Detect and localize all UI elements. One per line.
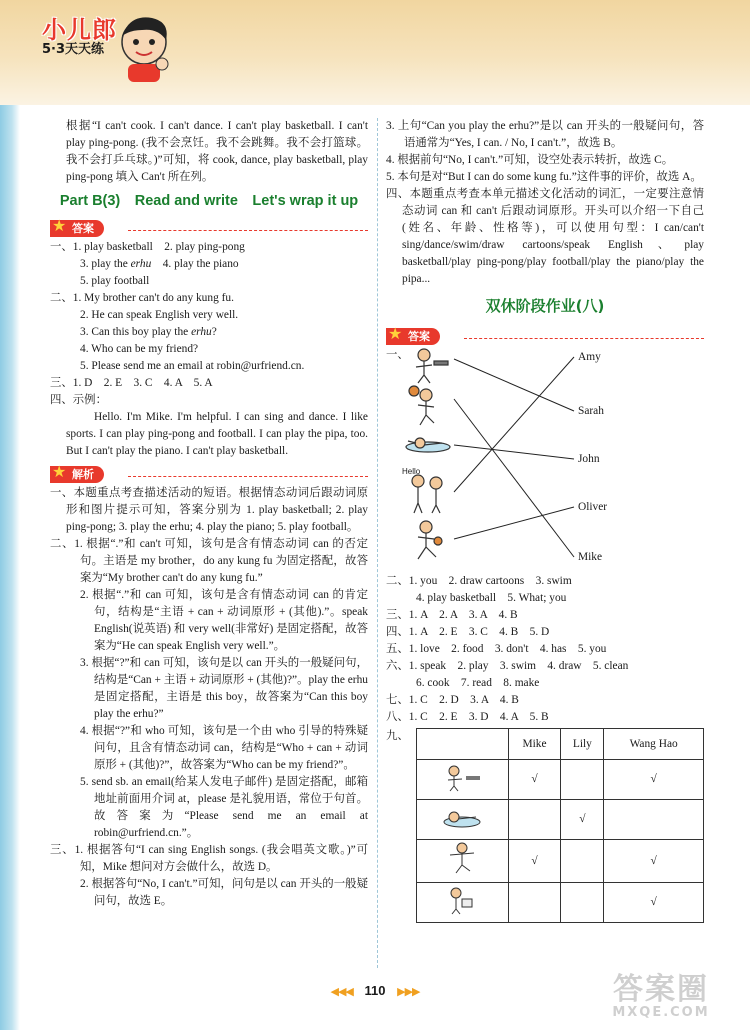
name-label: Amy (578, 351, 601, 363)
analysis-item: 4. 根据“?”和 who 可知，该句是一个由 who 引导的特殊疑问句，且含有情态动词 can，结构是“Who + can + 动词原形 + (其他)?”，故答案为“Who can be my friend?”。 (80, 725, 368, 771)
star-icon: ★ (388, 324, 403, 343)
answer-line: 4. play basketball 5. What; you (416, 592, 567, 604)
analysis-item: 三、1. 根据答句“I can sing English songs. (我会唱英文歌。)”可知，Mike 想问对方会做什么，故选 D。 (50, 844, 368, 873)
matching-figure (386, 347, 704, 573)
table-header: Mike (508, 729, 561, 760)
table-corner (417, 729, 509, 760)
column-divider (377, 118, 378, 968)
arrows-right-icon: ▶▶▶ (397, 986, 420, 998)
table-header: Wang Hao (604, 729, 704, 760)
girl-basketball-icon (409, 386, 434, 425)
table-row (417, 883, 704, 923)
answer-line: 八、1. C 2. E 3. D 4. A 5. B (386, 711, 549, 723)
activity-swim-icon (417, 800, 509, 840)
answer-line: 三、1. A 2. A 3. A 4. B (386, 609, 518, 621)
kids-hello-icon (412, 475, 442, 513)
logo (42, 16, 117, 58)
answer-line: 5. Please send me an email at robin@urfriend.cn. (80, 360, 305, 372)
table-row (417, 760, 704, 800)
answer-tag: ★ 答案 (50, 220, 104, 237)
table-cell (561, 883, 604, 923)
answer-line: 6. cook 7. read 8. make (416, 677, 540, 689)
sample-paragraph: Hello. I'm Mike. I'm helpful. I can sing and dance. I like sports. I can play ping-pong and football. I can play the pipa, too. But I can't play the piano. I can't play basketball. (66, 411, 368, 457)
watermark-text: 答案圈 (613, 972, 709, 1007)
analysis-item: 四、本题重点考查本单元描述文化活动的词汇，一定要注意情态动词 can 和 can't 后跟动词原形。开头可以介绍一下自己(姓名、年龄、性格等)，可以使用句型：I can/can't sing/dance/swim/draw cartoons/speak English、play basketball/play ping-pong/play football/play the piano/play the pipa... (386, 188, 704, 285)
answer-tag: ★ 答案 (386, 328, 440, 345)
table-row (417, 840, 704, 883)
analysis-item: 二、1. 根据“.”和 can't 可知，该句是含有情态动词 can 的否定句。主语是 my brother，do any kung fu 为固定搭配，故答案为“My brother can't do any kung fu.” (50, 538, 368, 584)
watermark-url: MXQE.COM (612, 1005, 710, 1020)
star-icon: ★ (52, 216, 67, 235)
star-icon: ★ (52, 462, 67, 481)
table-cell: √ (604, 840, 704, 883)
table-header: Lily (561, 729, 604, 760)
name-label: Mike (578, 551, 603, 563)
tag-divider (128, 476, 368, 477)
answer-line: 2. He can speak English very well. (80, 309, 239, 321)
table-cell (508, 800, 561, 840)
mascot-icon (112, 12, 176, 84)
tag-divider (128, 230, 368, 231)
boy-swimming-icon (406, 438, 450, 452)
answer-line: 四、1. A 2. E 3. C 4. B 5. D (386, 626, 550, 638)
girl-pingpong-icon (416, 349, 448, 383)
answer-line: 六、1. speak 2. play 3. swim 4. draw 5. clean (386, 660, 629, 672)
table-cell (561, 760, 604, 800)
weekend-title: 双休阶段作业(八) (485, 297, 605, 315)
analysis-item: 5. send sb. an email(给某人发电子邮件) 是固定搭配，邮箱地址前面用介词 at，please 是礼貌用语，常位于句首。故答案为“Please send me an email at robin@urfriend.cn.”。 (80, 776, 368, 839)
activity-dance-icon (417, 840, 509, 883)
analysis-item: 一、本题重点考查描述活动的短语。根据情态动词后跟动词原形和图片提示可知，答案分别为 1. play basketball; 2. play ping-pong; 3. play the erhu; 4. play the piano; 5. play football。 (50, 487, 368, 533)
name-label: Sarah (578, 405, 604, 417)
answer-line: 二、1. My brother can't do any kung fu. (50, 292, 234, 304)
answer-line: 三、1. D 2. E 3. C 4. A 5. A (50, 377, 213, 389)
table-cell: √ (604, 883, 704, 923)
logo-title: 小儿郎 (42, 16, 117, 44)
answer-line: 5. play football (80, 275, 150, 287)
answer-line: 七、1. C 2. D 3. A 4. B (386, 694, 519, 706)
answer-line: 3. play the erhu 4. play the piano (80, 258, 239, 270)
answer-line: 九、 (386, 730, 409, 742)
arrows-left-icon: ◀◀◀ (330, 986, 353, 998)
answer-line: 3. Can this boy play the erhu? (80, 326, 217, 338)
side-strip (0, 105, 20, 1030)
hello-label: Hello (402, 467, 421, 476)
boy-running-icon (418, 521, 442, 559)
analysis-item: 2. 根据“.”和 can 可知，该句是含有情态动词 can 的肯定句，结构是“主语 + can + 动词原形 + (其他).”。speak English(说英语) 和 very well(非常好) 是固定搭配，故答案为“He can speak English very well.”。 (80, 589, 368, 652)
name-label: Oliver (578, 501, 608, 513)
analysis-item: 5. 本句是对“But I can do some kung fu.”这件事的评价，故选 A。 (386, 171, 702, 183)
table-cell: √ (508, 760, 561, 800)
analysis-item: 2. 根据答句“No, I can't.”可知，问句是以 can 开头的一般疑问句，故选 E。 (80, 878, 368, 907)
analysis-item: 4. 根据前句“No, I can't.”可知，设空处表示转折，故选 C。 (386, 154, 674, 166)
right-column (386, 118, 704, 923)
answer-line: 五、1. love 2. food 3. don't 4. has 5. you (386, 643, 607, 655)
matching-number: 一、 (386, 349, 409, 361)
table-cell: √ (604, 760, 704, 800)
tag-divider (464, 338, 704, 339)
table-cell: √ (508, 840, 561, 883)
activity-pingpong-icon (417, 760, 509, 800)
activity-table (416, 728, 704, 923)
left-column (50, 118, 368, 910)
answer-line: 二、1. you 2. draw cartoons 3. swim (386, 575, 572, 587)
answer-line: 四、示例： (50, 394, 107, 406)
table-cell (604, 800, 704, 840)
intro-text: 根据“I can't cook. I can't dance. I can't play basketball. I can't play ping-pong. (我不会烹饪。我不会跳舞。我不会打篮球。我不会打乒乓球。)”可知，将 cook, dance, play basketball, play ping-pong 填入 Can't 所在列。 (66, 120, 368, 183)
analysis-item: 3. 根据“?”和 can 可知，该句是以 can 开头的一般疑问句，结构是“Can + 主语 + 动词原形 + (其他)?”。play the erhu 是固定搭配，主语是 this boy，故答案为“Can this boy play the erhu?” (80, 657, 368, 720)
table-cell: √ (561, 800, 604, 840)
table-block (386, 728, 704, 923)
page-number: 110 (364, 983, 386, 998)
part-title: Part B(3) Read and write Let's wrap it up (59, 193, 359, 209)
answer-line: 4. Who can be my friend? (80, 343, 199, 355)
answer-line: 一、1. play basketball 2. play ping-pong (50, 241, 245, 253)
table-cell (561, 840, 604, 883)
matching-lines (386, 347, 704, 573)
table-row (417, 800, 704, 840)
analysis-item: 3. 上句“Can you play the erhu?”是以 can 开头的一般疑问句，答语通常为“Yes, I can. / No, I can't.”，故选 B。 (386, 120, 704, 149)
logo-subtitle: 5·3天天练 (42, 42, 105, 57)
name-label: John (578, 453, 600, 465)
activity-read-icon (417, 883, 509, 923)
watermark (586, 974, 736, 1020)
analysis-tag: ★ 解析 (50, 466, 104, 483)
table-cell (508, 883, 561, 923)
